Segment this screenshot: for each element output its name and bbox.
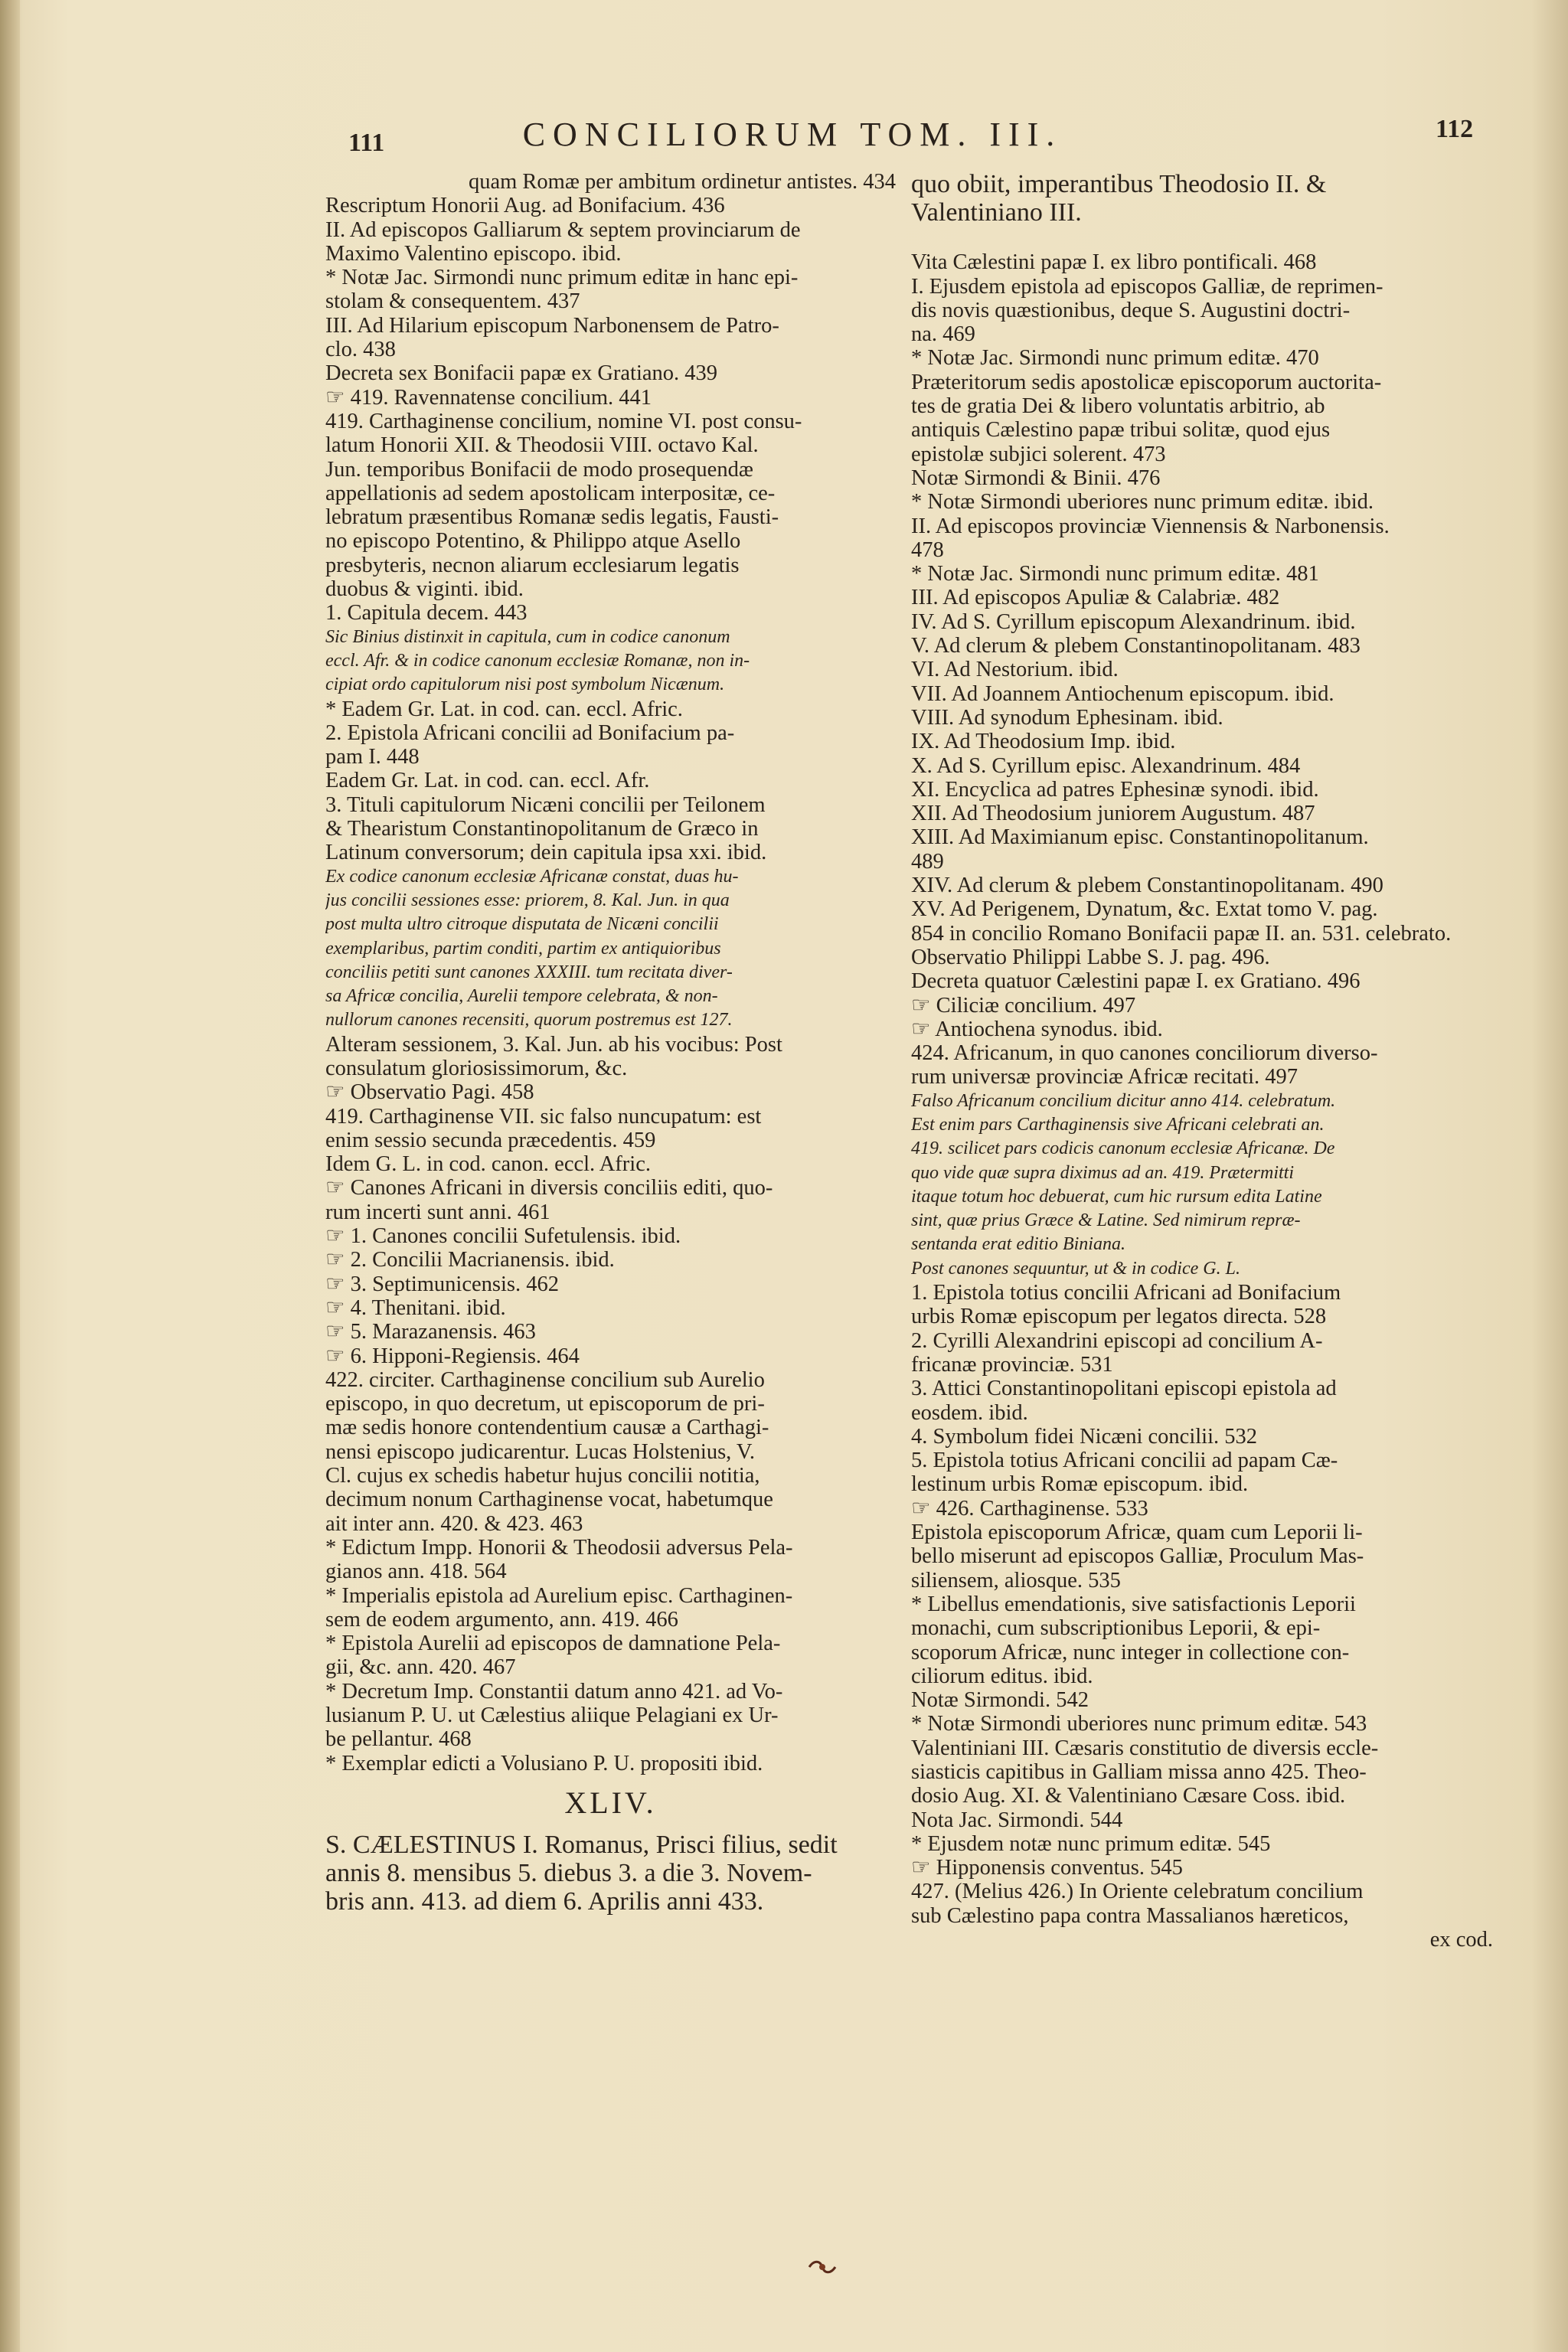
left_column-line: cipiat ordo capitulorum nisi post symbolum Nicænum. bbox=[325, 675, 725, 695]
left_column-line: consulatum gloriosissimorum, &c. bbox=[325, 1056, 628, 1080]
left_column-line: nullorum canones recensiti, quorum postremus est 127. bbox=[325, 1010, 733, 1031]
right_column-line: Post canones sequuntur, ut & in codice G. L. bbox=[911, 1258, 1240, 1279]
left_column-line: * Edictum Impp. Honorii & Theodosii adversus Pela- bbox=[325, 1535, 793, 1560]
left_column-line: Cl. cujus ex schedis habetur hujus concilii notitia, bbox=[325, 1464, 760, 1488]
right_column-line: XIII. Ad Maximianum episc. Constantinopolitanum. bbox=[911, 825, 1369, 850]
page-number-right: 112 bbox=[1436, 115, 1474, 143]
pope-entry bbox=[325, 1831, 896, 1916]
left_column-line: Idem G. L. in cod. canon. eccl. Afric. bbox=[325, 1152, 651, 1177]
right_column-line: 478 bbox=[911, 537, 944, 562]
right_column-line: dosio Aug. XI. & Valentiniano Cæsare Coss. ibid. bbox=[911, 1784, 1346, 1808]
right_column-line: XV. Ad Perigenem, Dynatum, &c. Extat tomo V. pag. bbox=[911, 897, 1378, 922]
left_column-line: exemplaribus, partim conditi, partim ex antiquioribus bbox=[325, 938, 721, 959]
left_column-line: latum Honorii XII. & Theodosii VIII. octavo Kal. bbox=[325, 433, 759, 458]
left_column-line: ☞ 1. Canones concilii Sufetulensis. ibid. bbox=[325, 1224, 681, 1249]
page-edge bbox=[1531, 0, 1568, 2352]
right_column-line: XIV. Ad clerum & plebem Constantinopolitanam. 490 bbox=[911, 874, 1383, 898]
right_column-line: antiquis Cælestino papæ tribui solitæ, quod ejus bbox=[911, 418, 1331, 443]
left-column bbox=[325, 170, 896, 1916]
right_column-line: ex cod. bbox=[1429, 1928, 1493, 1952]
right_column-line: Est enim pars Carthaginensis sive Africani celebrati an. bbox=[911, 1114, 1325, 1135]
right-column bbox=[911, 170, 1493, 1952]
right_column-line: * Notæ Sirmondi uberiores nunc primum editæ. 543 bbox=[911, 1712, 1367, 1736]
right_column-line: tes de gratia Dei & libero voluntatis arbitrio, ab bbox=[911, 394, 1325, 419]
right_column-line: sint, quæ prius Græce & Latine. Sed nimirum repræ- bbox=[911, 1210, 1301, 1231]
left_column-line: 422. circiter. Carthaginense concilium sub Aurelio bbox=[325, 1367, 765, 1392]
right_column-line: III. Ad episcopos Apuliæ & Calabriæ. 482 bbox=[911, 586, 1280, 610]
right_column-line: fricanæ provinciæ. 531 bbox=[911, 1352, 1113, 1377]
right_column-line: * Notæ Jac. Sirmondi nunc primum editæ. 470 bbox=[911, 346, 1319, 371]
printer-ornament-icon bbox=[806, 2259, 838, 2275]
left_column-line: rum incerti sunt anni. 461 bbox=[325, 1200, 550, 1224]
left_column-line: Sic Binius distinxit in capitula, cum in codice canonum bbox=[325, 626, 730, 647]
left_column-line: ☞ 4. Thenitani. ibid. bbox=[325, 1295, 506, 1320]
pope-entry-line: S. CÆLESTINUS I. Romanus, Prisci filius, sedit bbox=[325, 1830, 838, 1859]
left_column-line: be pellantur. 468 bbox=[325, 1727, 472, 1752]
right_column-line: Observatio Philippi Labbe S. J. pag. 496. bbox=[911, 945, 1270, 969]
left_column-line: Decreta sex Bonifacii papæ ex Gratiano. 439 bbox=[325, 361, 718, 386]
right_column-line: dis novis quæstionibus, deque S. Augustini doctri- bbox=[911, 298, 1351, 322]
left_column-line: 2. Epistola Africani concilii ad Bonifacium pa- bbox=[325, 720, 735, 745]
right_column-line: itaque totum hoc debuerat, cum hic rursum edita Latine bbox=[911, 1186, 1322, 1207]
right_column-line: Vita Cælestini papæ I. ex libro pontificali. 468 bbox=[911, 250, 1317, 275]
left_column-line: gii, &c. ann. 420. 467 bbox=[325, 1655, 516, 1680]
pope-entry-line: annis 8. mensibus 5. diebus 3. a die 3. Novem- bbox=[325, 1858, 812, 1887]
right_column-line: VIII. Ad synodum Ephesinam. ibid. bbox=[911, 705, 1223, 730]
right_column-line: Valentiniani III. Cæsaris constitutio de diversis eccle- bbox=[911, 1736, 1379, 1760]
right_column-line: * Ejusdem notæ nunc primum editæ. 545 bbox=[911, 1831, 1271, 1856]
left_column-line: ☞ 419. Ravennatense concilium. 441 bbox=[325, 385, 652, 410]
binding-gutter bbox=[0, 0, 20, 2352]
right_column-line: 419. scilicet pars codicis canonum ecclesiæ Africanæ. De bbox=[911, 1138, 1335, 1159]
section-heading: XLIV. bbox=[564, 1785, 657, 1820]
right_column-line: * Notæ Sirmondi uberiores nunc primum editæ. ibid. bbox=[911, 490, 1374, 514]
right_column-line: 427. (Melius 426.) In Oriente celebratum concilium bbox=[911, 1880, 1364, 1904]
left_column-line: Rescriptum Honorii Aug. ad Bonifacium. 436 bbox=[325, 194, 725, 218]
right_column-line: rum universæ provinciæ Africæ recitati. 497 bbox=[911, 1065, 1298, 1089]
left_column-line: * Notæ Jac. Sirmondi nunc primum editæ in hanc epi- bbox=[325, 266, 799, 290]
left_column-line: lebratum præsentibus Romanæ sedis legatis, Fausti- bbox=[325, 505, 779, 530]
right_column-line: Notæ Sirmondi. 542 bbox=[911, 1688, 1089, 1713]
right_column-line: 3. Attici Constantinopolitani episcopi epistola ad bbox=[911, 1377, 1337, 1401]
right_column-line: bello miserunt ad episcopos Galliæ, Proculum Mas- bbox=[911, 1544, 1364, 1569]
right-column-entries bbox=[911, 170, 1493, 1952]
right_column-line: 489 bbox=[911, 849, 944, 874]
left_column-line: Jun. temporibus Bonifacii de modo prosequendæ bbox=[325, 457, 753, 482]
left_column-line: post multa ultro citroque disputata de Nicæni concilii bbox=[325, 914, 719, 935]
right_column-line: ☞ Hipponensis conventus. 545 bbox=[911, 1856, 1183, 1880]
pope-entry-line: bris ann. 413. ad diem 6. Aprilis anni 433. bbox=[325, 1886, 764, 1916]
left_column-line: Maximo Valentino episcopo. ibid. bbox=[325, 241, 622, 266]
right_column-line: Præteritorum sedis apostolicæ episcoporum auctorita- bbox=[911, 370, 1382, 394]
right_column-line: V. Ad clerum & plebem Constantinopolitanam. 483 bbox=[911, 634, 1361, 658]
right_column-line: Nota Jac. Sirmondi. 544 bbox=[911, 1808, 1123, 1832]
left_column-line: decimum nonum Carthaginense vocat, habetumque bbox=[325, 1488, 773, 1512]
right_column-line: sub Cælestino papa contra Massalianos hæreticos, bbox=[911, 1903, 1349, 1928]
right_column-line: Notæ Sirmondi & Binii. 476 bbox=[911, 466, 1161, 490]
left_column-line: * Exemplar edicti a Volusiano P. U. propositi ibid. bbox=[325, 1751, 763, 1775]
right_column-line: siliensem, aliosque. 535 bbox=[911, 1568, 1121, 1592]
left_column-line: presbyteris, necnon aliarum ecclesiarum legatis bbox=[325, 553, 740, 577]
left_column-line: lusianum P. U. ut Cælestius aliique Pelagiani ex Ur- bbox=[325, 1704, 779, 1727]
right_column-line: IX. Ad Theodosium Imp. ibid. bbox=[911, 730, 1176, 754]
left_column-line: Eadem Gr. Lat. in cod. can. eccl. Afr. bbox=[325, 769, 650, 793]
left_column-line: ☞ 6. Hipponi-Regiensis. 464 bbox=[325, 1344, 580, 1368]
left_column-line: ☞ 2. Concilii Macrianensis. ibid. bbox=[325, 1248, 615, 1272]
right_column-line: epistolæ subjici solerent. 473 bbox=[911, 442, 1166, 466]
left_column-line: episcopo, in quo decretum, ut episcoporum de pri- bbox=[325, 1392, 765, 1416]
right_column-line: scoporum Africæ, nunc integer in collectione con- bbox=[911, 1640, 1350, 1664]
left_column-line: duobus & viginti. ibid. bbox=[325, 577, 524, 602]
left_column-line: 419. Carthaginense VII. sic falso nuncupatum: est bbox=[325, 1104, 762, 1129]
left_column-line: no episcopo Potentino, & Philippo atque Asello bbox=[325, 529, 741, 554]
left_column-line: ait inter ann. 420. & 423. 463 bbox=[325, 1511, 583, 1536]
left_column-line: * Decretum Imp. Constantii datum anno 421. ad Vo- bbox=[325, 1679, 783, 1704]
left_column-line: mæ sedis honore contendentium causæ a Carthagi- bbox=[325, 1416, 769, 1440]
left_column-line: clo. 438 bbox=[325, 338, 396, 362]
right_column-line: 424. Africanum, in quo canones conciliorum diverso- bbox=[911, 1041, 1378, 1066]
right_column-line: * Libellus emendationis, sive satisfactionis Leporii bbox=[911, 1592, 1356, 1616]
left_column-line: pam I. 448 bbox=[325, 745, 420, 769]
left_column-line: III. Ad Hilarium episcopum Narbonensem de Patro- bbox=[325, 313, 779, 338]
left_column-line: nensi episcopo judicarentur. Lucas Holstenius, V. bbox=[325, 1439, 755, 1464]
right_column-line: Valentiniano III. bbox=[911, 198, 1082, 227]
left_column-line: & Thearistum Constantinopolitanum de Græco in bbox=[325, 817, 759, 841]
left_column-line: sa Africæ concilia, Aurelii tempore celebrata, & non- bbox=[325, 986, 718, 1007]
left_column-line: jus concilii sessiones esse: priorem, 8. Kal. Jun. in qua bbox=[325, 890, 730, 910]
right_column-line: na. 469 bbox=[911, 322, 975, 347]
right_column-line: ☞ 426. Carthaginense. 533 bbox=[911, 1496, 1148, 1521]
left_column-line: quam Romæ per ambitum ordinetur antistes. 434 bbox=[468, 170, 896, 194]
right_column-line: 4. Symbolum fidei Nicæni concilii. 532 bbox=[911, 1424, 1258, 1449]
right_column-line: siasticis capitibus in Galliam missa anno 425. Theo- bbox=[911, 1760, 1367, 1784]
left_column-line: Ex codice canonum ecclesiæ Africanæ constat, duas hu- bbox=[325, 866, 739, 887]
left_column-line: * Epistola Aurelii ad episcopos de damnatione Pela- bbox=[325, 1632, 781, 1656]
left_column-line: ☞ 5. Marazanensis. 463 bbox=[325, 1320, 536, 1344]
right_column-line: 854 in concilio Romano Bonifacii papæ II. an. 531. celebrato. bbox=[911, 921, 1452, 946]
right_column-line: ☞ Antiochena synodus. ibid. bbox=[911, 1017, 1163, 1041]
left_column-line: 1. Capitula decem. 443 bbox=[325, 601, 528, 626]
page-number-left: 111 bbox=[348, 129, 385, 157]
right_column-line: urbis Romæ episcopum per legatos directa. 528 bbox=[911, 1305, 1327, 1329]
right_column-line: I. Ejusdem epistola ad episcopos Galliæ, de reprimen- bbox=[911, 274, 1383, 299]
right_column-line: IV. Ad S. Cyrillum episcopum Alexandrinum. ibid. bbox=[911, 609, 1356, 634]
left_column-line: II. Ad episcopos Galliarum & septem provinciarum de bbox=[325, 217, 801, 242]
right_column-line: lestinum urbis Romæ episcopum. ibid. bbox=[911, 1472, 1249, 1497]
left_column-line: Latinum conversorum; dein capitula ipsa xxi. ibid. bbox=[325, 841, 767, 865]
left_column-line: sem de eodem argumento, ann. 419. 466 bbox=[325, 1607, 678, 1632]
left_column-line: 419. Carthaginense concilium, nomine VI. post consu- bbox=[325, 409, 802, 433]
right_column-line: Falso Africanum concilium dicitur anno 414. celebratum. bbox=[911, 1090, 1336, 1111]
right_column-line: Epistola episcoporum Africæ, quam cum Leporii li- bbox=[911, 1521, 1363, 1545]
running-head-title: CONCILIORUM TOM. III. bbox=[522, 116, 1063, 153]
left-column-entries bbox=[325, 170, 896, 1775]
right_column-line: XI. Encyclica ad patres Ephesinæ synodi. ibid. bbox=[911, 777, 1319, 802]
right_column-line: 2. Cyrilli Alexandrini episcopi ad concilium A- bbox=[911, 1328, 1323, 1353]
left_column-line: ☞ Observatio Pagi. 458 bbox=[325, 1080, 534, 1105]
right_column-line: II. Ad episcopos provinciæ Viennensis & Narbonensis. bbox=[911, 514, 1390, 538]
right_column-line: Decreta quatuor Cælestini papæ I. ex Gratiano. 496 bbox=[911, 969, 1361, 994]
left_column-line: 3. Tituli capitulorum Nicæni concilii per Teilonem bbox=[325, 792, 766, 817]
left_column-line: * Eadem Gr. Lat. in cod. can. eccl. Afric. bbox=[325, 697, 683, 721]
right_column-line: VI. Ad Nestorium. ibid. bbox=[911, 658, 1119, 682]
left_column-line: enim sessio secunda præcedentis. 459 bbox=[325, 1128, 656, 1152]
left_column-line: gianos ann. 418. 564 bbox=[325, 1560, 507, 1584]
left_column-line: Alteram sessionem, 3. Kal. Jun. ab his vocibus: Post bbox=[325, 1032, 782, 1057]
left_column-line: conciliis petiti sunt canones XXXIII. tum recitata diver- bbox=[325, 962, 733, 982]
right_column-line: XII. Ad Theodosium juniorem Augustum. 487 bbox=[911, 802, 1315, 826]
right_column-line: 1. Epistola totius concilii Africani ad Bonifacium bbox=[911, 1281, 1341, 1305]
left_column-line: appellationis ad sedem apostolicam interpositæ, ce- bbox=[325, 481, 776, 505]
left_column-line: ☞ 3. Septimunicensis. 462 bbox=[325, 1272, 559, 1296]
right_column-line: quo vide quæ supra diximus ad an. 419. Prætermitti bbox=[911, 1162, 1294, 1183]
left_column-line: stolam & consequentem. 437 bbox=[325, 289, 580, 314]
left_column-line: eccl. Afr. & in codice canonum ecclesiæ Romanæ, non in- bbox=[325, 650, 750, 671]
right_column-line: ☞ Ciliciæ concilium. 497 bbox=[911, 993, 1136, 1018]
right_column-line: 5. Epistola totius Africani concilii ad papam Cæ- bbox=[911, 1449, 1338, 1473]
right_column-line: * Notæ Jac. Sirmondi nunc primum editæ. 481 bbox=[911, 562, 1319, 586]
right_column-line: sentanda erat editio Biniana. bbox=[911, 1234, 1125, 1255]
left_column-line: * Imperialis epistola ad Aurelium episc. Carthaginen- bbox=[325, 1583, 793, 1608]
right_column-line: eosdem. ibid. bbox=[911, 1400, 1028, 1425]
right_column-line: VII. Ad Joannem Antiochenum episcopum. ibid. bbox=[911, 681, 1334, 706]
right_column-line: ciliorum editus. ibid. bbox=[911, 1664, 1093, 1688]
right_column-line: X. Ad S. Cyrillum episc. Alexandrinum. 484 bbox=[911, 753, 1301, 778]
left_column-line: ☞ Canones Africani in diversis conciliis editi, quo- bbox=[325, 1176, 773, 1200]
right_column-line bbox=[911, 227, 1493, 250]
right_column-line: monachi, cum subscriptionibus Leporii, & epi- bbox=[911, 1616, 1321, 1641]
right_column-line: quo obiit, imperantibus Theodosio II. & bbox=[911, 170, 1327, 198]
